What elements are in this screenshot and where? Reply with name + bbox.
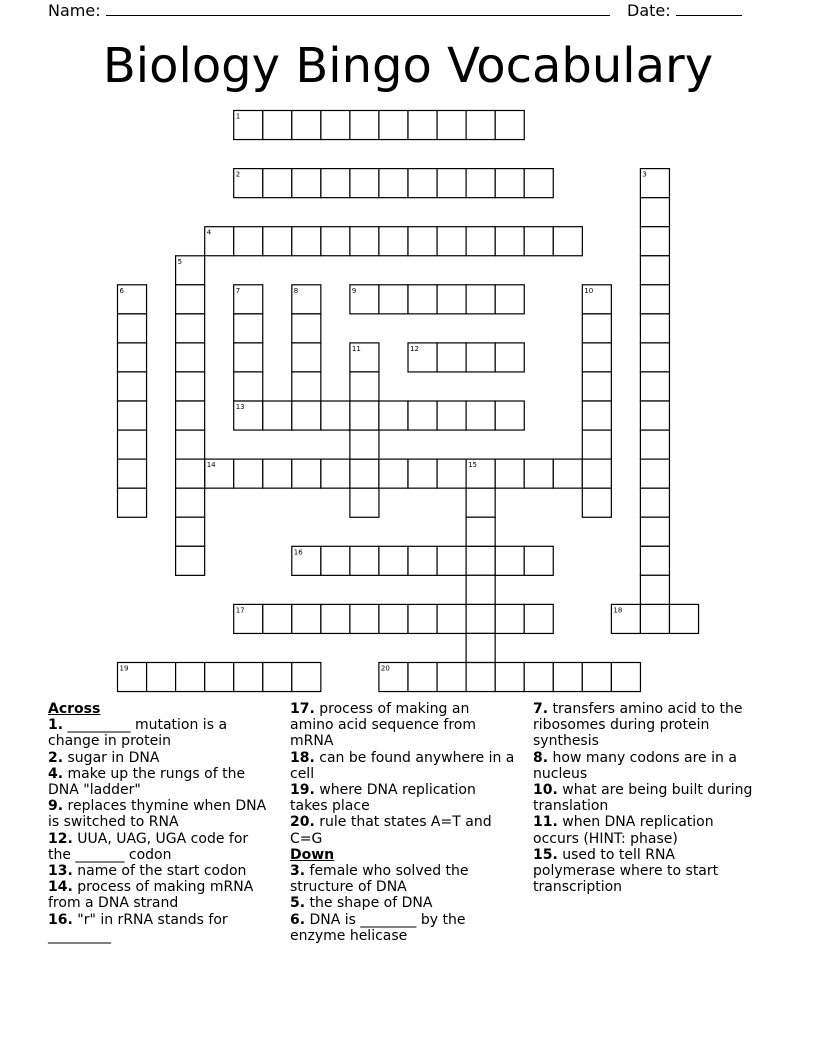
cell-number: 1: [235, 112, 241, 121]
grid-cell[interactable]: [263, 604, 292, 633]
clue-text: how many codons are in a nucleus: [533, 749, 737, 782]
grid-cell[interactable]: [524, 227, 553, 256]
grid-cell[interactable]: [524, 546, 553, 575]
down-clues-part-1: [290, 863, 516, 944]
grid-cell[interactable]: [118, 343, 147, 372]
cell-number: 10: [584, 286, 594, 295]
grid-cell[interactable]: [263, 663, 292, 692]
grid-cell[interactable]: [176, 517, 205, 546]
grid-cell[interactable]: [263, 169, 292, 198]
across-clue: [290, 701, 516, 750]
across-heading: Across: [48, 701, 101, 717]
grid-cell[interactable]: [437, 459, 466, 488]
clue-number: 14.: [48, 879, 73, 896]
grid-cell[interactable]: [670, 604, 699, 633]
clue-text: rule that states A=T and C=G: [290, 814, 492, 847]
grid-cell[interactable]: [437, 285, 466, 314]
clue-text: process of making mRNA from a DNA strand: [48, 879, 254, 912]
clue-number: 9.: [48, 798, 64, 815]
down-clue: [533, 750, 759, 782]
clue-text: used to tell RNA polymerase where to start transcription: [533, 846, 719, 896]
grid-cell[interactable]: [495, 227, 524, 256]
cell-number: 19: [119, 664, 129, 673]
grid-cell[interactable]: [640, 459, 669, 488]
grid-cell[interactable]: [408, 285, 437, 314]
down-clue: [533, 782, 759, 814]
grid-cell[interactable]: [350, 111, 379, 140]
across-clue: [290, 750, 516, 782]
clue-text: name of the start codon: [72, 863, 247, 880]
grid-cell[interactable]: [321, 227, 350, 256]
grid-cell[interactable]: [466, 227, 495, 256]
cell-number: 14: [206, 461, 216, 470]
grid-cell[interactable]: [640, 343, 669, 372]
cell-number: 4: [206, 228, 212, 237]
grid-cell[interactable]: [176, 401, 205, 430]
across-clue: [48, 798, 274, 830]
cell-number: 5: [177, 257, 183, 266]
grid-cell[interactable]: [292, 343, 321, 372]
grid-cell[interactable]: [640, 227, 669, 256]
grid-cell[interactable]: [292, 401, 321, 430]
grid-cell[interactable]: [466, 401, 495, 430]
clue-text: replaces thymine when DNA is switched to RNA: [48, 798, 267, 831]
clue-number: 3.: [290, 863, 306, 880]
grid-cell[interactable]: [495, 401, 524, 430]
grid-cell[interactable]: [408, 111, 437, 140]
grid-cell[interactable]: [466, 111, 495, 140]
grid-cell[interactable]: [234, 459, 263, 488]
clue-text: transfers amino acid to the ribosomes during protein synthesis: [533, 701, 743, 750]
cell-number: 13: [235, 403, 245, 411]
grid-cell[interactable]: [408, 459, 437, 488]
grid-cell[interactable]: [350, 546, 379, 575]
grid-cell[interactable]: [263, 401, 292, 430]
clue-number: 19.: [290, 782, 315, 799]
grid-cell[interactable]: [379, 111, 408, 140]
grid-cell[interactable]: [292, 111, 321, 140]
clue-text: _________ mutation is a change in protein: [48, 717, 228, 750]
grid-cell[interactable]: [466, 604, 495, 633]
clue-number: 7.: [533, 701, 549, 717]
grid-cell[interactable]: [176, 314, 205, 343]
grid-cell[interactable]: [437, 227, 466, 256]
across-clues-part-1: [48, 717, 274, 944]
grid-cell[interactable]: [437, 343, 466, 372]
grid-cell[interactable]: [640, 575, 669, 604]
across-clues-part-2: [290, 701, 516, 847]
grid-cell[interactable]: [524, 604, 553, 633]
clue-number: 4.: [48, 765, 64, 782]
clue-number: 1.: [48, 717, 64, 734]
grid-cell[interactable]: [321, 111, 350, 140]
across-clue: [48, 717, 274, 749]
clue-number: 2.: [48, 749, 64, 766]
clue-text: female who solved the structure of DNA: [290, 863, 469, 896]
grid-cell[interactable]: [118, 459, 147, 488]
grid-cell[interactable]: [292, 314, 321, 343]
grid-cell[interactable]: [466, 517, 495, 546]
grid-cell[interactable]: [553, 663, 582, 692]
clue-text: "r" in rRNA stands for _________: [48, 911, 228, 944]
across-clue: [48, 766, 274, 798]
grid-cell[interactable]: [582, 372, 611, 401]
clue-text: DNA is ________ by the enzyme helicase: [290, 911, 466, 944]
grid-cell[interactable]: [466, 285, 495, 314]
clue-text: process of making an amino acid sequence from mRNA: [290, 701, 476, 750]
clue-text: what are being built during translation: [533, 782, 753, 815]
grid-cell[interactable]: [437, 604, 466, 633]
grid-cell[interactable]: [466, 633, 495, 662]
down-heading: Down: [290, 846, 335, 863]
grid-cell[interactable]: [379, 227, 408, 256]
grid-cell[interactable]: [292, 459, 321, 488]
name-label: Name:: [48, 1, 101, 20]
clue-text: can be found anywhere in a cell: [290, 749, 515, 782]
cell-number: 17: [235, 606, 245, 615]
grid-cell[interactable]: [408, 401, 437, 430]
clues-column-3: [533, 701, 759, 895]
grid-cell[interactable]: [379, 285, 408, 314]
grid-cell[interactable]: [437, 546, 466, 575]
clue-number: 18.: [290, 749, 315, 766]
grid-cell[interactable]: [640, 401, 669, 430]
grid-cell[interactable]: [379, 459, 408, 488]
grid-cell[interactable]: [437, 663, 466, 692]
grid-cell[interactable]: [640, 517, 669, 546]
grid-cell[interactable]: [350, 227, 379, 256]
down-clue: [533, 847, 759, 896]
grid-cell[interactable]: [640, 198, 669, 227]
grid-cell[interactable]: [466, 663, 495, 692]
across-clue: [48, 912, 274, 944]
clue-number: 20.: [290, 814, 315, 831]
cell-number: 9: [351, 286, 357, 295]
grid-cell[interactable]: [408, 663, 437, 692]
grid-cell[interactable]: [350, 169, 379, 198]
grid-cell[interactable]: [118, 314, 147, 343]
grid-cell[interactable]: [263, 111, 292, 140]
cell-number: 20: [380, 664, 390, 673]
across-clue: [48, 831, 274, 863]
grid-cell[interactable]: [437, 169, 466, 198]
down-clues-part-2: [533, 701, 759, 895]
grid-cell[interactable]: [118, 372, 147, 401]
across-clue: [48, 863, 274, 879]
across-clue: [48, 750, 274, 766]
clue-text: make up the rungs of the DNA "ladder": [48, 765, 246, 799]
clue-number: 12.: [48, 830, 73, 847]
cell-number: 2: [235, 170, 241, 179]
grid-cell[interactable]: [321, 169, 350, 198]
grid-cell[interactable]: [350, 372, 379, 401]
cell-number: 15: [468, 461, 478, 470]
grid-cell[interactable]: [582, 314, 611, 343]
grid-cell[interactable]: [292, 604, 321, 633]
grid-cell[interactable]: [582, 401, 611, 430]
grid-cell[interactable]: [495, 111, 524, 140]
grid-cell[interactable]: [321, 604, 350, 633]
grid-cell[interactable]: [118, 488, 147, 517]
down-clue: [533, 814, 759, 846]
grid-cell[interactable]: [321, 401, 350, 430]
grid-cell[interactable]: [321, 546, 350, 575]
cell-number: 7: [235, 286, 241, 295]
grid-cell[interactable]: [466, 488, 495, 517]
grid-cell[interactable]: [611, 663, 640, 692]
grid-cell[interactable]: [263, 459, 292, 488]
grid-cell[interactable]: [408, 169, 437, 198]
cell-number: 8: [293, 286, 299, 295]
grid-cell[interactable]: [437, 401, 466, 430]
grid-cell[interactable]: [466, 343, 495, 372]
cell-number: 3: [642, 170, 647, 179]
grid-cell[interactable]: [640, 488, 669, 517]
grid-cell[interactable]: [640, 256, 669, 285]
cell-number: 16: [293, 548, 303, 557]
clue-number: 8.: [533, 749, 549, 766]
down-clue: [290, 863, 516, 895]
grid-cell[interactable]: [147, 663, 176, 692]
grid-cell[interactable]: [379, 546, 408, 575]
grid-cell[interactable]: [495, 343, 524, 372]
grid-cell[interactable]: [292, 227, 321, 256]
grid-cell[interactable]: [176, 430, 205, 459]
page-title: Biology Bingo Vocabulary: [102, 38, 714, 94]
grid-cell[interactable]: [176, 343, 205, 372]
grid-cell[interactable]: [234, 227, 263, 256]
grid-cell[interactable]: [466, 575, 495, 604]
cell-number: 12: [410, 344, 419, 353]
grid-cell[interactable]: [379, 169, 408, 198]
cell-number: 11: [351, 344, 361, 353]
grid-cell[interactable]: [495, 604, 524, 633]
grid-cell[interactable]: [640, 314, 669, 343]
clues-column-2: [290, 701, 516, 944]
clue-number: 15.: [533, 846, 558, 863]
grid-cell[interactable]: [234, 663, 263, 692]
clue-number: 16.: [48, 911, 73, 928]
grid-cell[interactable]: [234, 343, 263, 372]
grid-cell[interactable]: [176, 285, 205, 314]
clues-column-1: [48, 701, 274, 944]
grid-cell[interactable]: [466, 169, 495, 198]
grid-cell[interactable]: [495, 169, 524, 198]
clue-number: 6.: [290, 911, 306, 928]
grid-cell[interactable]: [292, 372, 321, 401]
grid-cell[interactable]: [524, 169, 553, 198]
cell-number: 6: [119, 286, 124, 295]
grid-cell[interactable]: [495, 285, 524, 314]
clue-number: 5.: [290, 895, 306, 912]
down-clue: [290, 912, 516, 944]
grid-cell[interactable]: [640, 604, 669, 633]
grid-cell[interactable]: [495, 546, 524, 575]
grid-cell[interactable]: [524, 459, 553, 488]
grid-cell[interactable]: [495, 663, 524, 692]
grid-cell[interactable]: [176, 663, 205, 692]
clue-text: when DNA replication occurs (HINT: phase): [533, 814, 714, 847]
grid-cell[interactable]: [437, 111, 466, 140]
grid-cell[interactable]: [553, 227, 582, 256]
grid-cell[interactable]: [582, 343, 611, 372]
cell-number: 18: [613, 606, 623, 615]
grid-cell[interactable]: [350, 488, 379, 517]
grid-cell[interactable]: [408, 546, 437, 575]
grid-cell[interactable]: [321, 459, 350, 488]
grid-cell[interactable]: [205, 663, 234, 692]
grid-cell[interactable]: [176, 546, 205, 575]
grid-cell[interactable]: [234, 372, 263, 401]
grid-cell[interactable]: [582, 488, 611, 517]
across-clue: [290, 782, 516, 814]
grid-cell[interactable]: [495, 459, 524, 488]
grid-cell[interactable]: [350, 401, 379, 430]
grid-cell[interactable]: [379, 604, 408, 633]
across-clue: [48, 879, 274, 911]
grid-cell[interactable]: [263, 227, 292, 256]
grid-cell[interactable]: [379, 401, 408, 430]
grid-cell[interactable]: [582, 663, 611, 692]
clue-number: 13.: [48, 863, 73, 880]
grid-cell[interactable]: [640, 430, 669, 459]
clue-number: 11.: [533, 814, 558, 831]
down-clue: [290, 895, 516, 911]
grid-cell[interactable]: [234, 314, 263, 343]
grid-cell[interactable]: [176, 459, 205, 488]
grid-cell[interactable]: [553, 459, 582, 488]
grid-cell[interactable]: [582, 459, 611, 488]
grid-cell[interactable]: [350, 459, 379, 488]
grid-cell[interactable]: [640, 546, 669, 575]
grid-cell[interactable]: [350, 604, 379, 633]
clue-text: where DNA replication takes place: [290, 782, 476, 815]
clue-text: UUA, UAG, UGA code for the _______ codon: [48, 830, 249, 863]
grid-cell[interactable]: [292, 169, 321, 198]
grid-cell[interactable]: [466, 546, 495, 575]
clue-text: the shape of DNA: [305, 895, 433, 912]
grid-cell[interactable]: [176, 488, 205, 517]
clue-text: sugar in DNA: [63, 749, 160, 766]
grid-cell[interactable]: [118, 401, 147, 430]
grid-cell[interactable]: [640, 285, 669, 314]
down-clue: [533, 701, 759, 750]
grid-cell[interactable]: [292, 663, 321, 692]
grid-cell[interactable]: [524, 663, 553, 692]
date-label: Date:: [627, 1, 671, 20]
grid-cell[interactable]: [350, 430, 379, 459]
grid-cell[interactable]: [408, 604, 437, 633]
grid-cell[interactable]: [176, 372, 205, 401]
across-clue: [290, 814, 516, 846]
grid-cell[interactable]: [640, 372, 669, 401]
grid-cell[interactable]: [118, 430, 147, 459]
clue-number: 17.: [290, 701, 315, 717]
clue-number: 10.: [533, 782, 558, 799]
grid-cell[interactable]: [408, 227, 437, 256]
grid-cell[interactable]: [582, 430, 611, 459]
